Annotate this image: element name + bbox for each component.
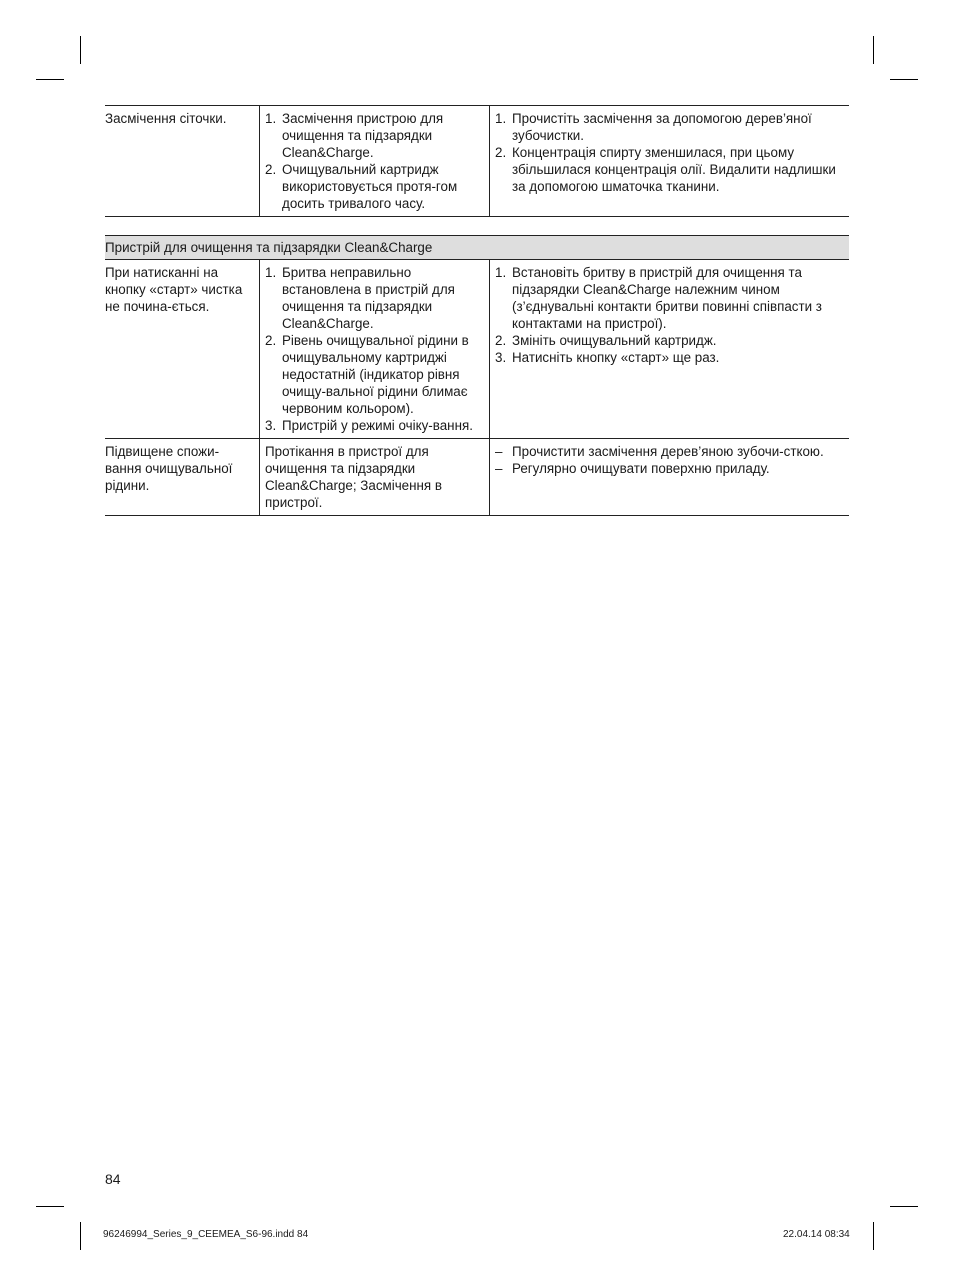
list-marker: 2.: [265, 162, 277, 177]
remedy-cell: [490, 439, 850, 516]
list-marker: 1.: [495, 265, 507, 280]
list-item-text: Засмічення пристрою для очищення та підзарядки Clean&Charge.: [282, 111, 444, 160]
list-marker: 3.: [495, 350, 507, 365]
list-marker: –: [495, 461, 503, 476]
list-marker: 2.: [265, 333, 277, 348]
footer-datetime: 22.04.14 08:34: [783, 1229, 850, 1240]
table-row: [105, 106, 849, 217]
list-item: [265, 110, 484, 161]
problem-cell: Засмічення сіточки.: [105, 106, 260, 217]
list-marker: 1.: [495, 111, 507, 126]
list-marker: 3.: [265, 418, 277, 433]
list-item-text: Регулярно очищувати поверхню приладу.: [512, 461, 770, 476]
cause-cell: [260, 106, 490, 217]
troubleshooting-table-1: [105, 105, 849, 217]
list-item: [265, 161, 484, 212]
list-marker: 2.: [495, 333, 507, 348]
list-item-text: Бритва неправильно встановлена в пристрій для очищення та підзарядки Clean&Charge.: [282, 265, 455, 331]
list-item-text: Прочистіть засмічення за допомогою дерев’яної зубочистки.: [512, 111, 812, 143]
list-item: [495, 264, 849, 332]
crop-mark: [80, 36, 81, 64]
crop-mark: [890, 79, 918, 80]
list-item: [495, 460, 849, 477]
list-item-text: Змініть очищувальний картридж.: [512, 333, 717, 348]
cause-cell: [260, 439, 490, 516]
crop-mark: [890, 1206, 918, 1207]
list-item: [495, 144, 849, 195]
crop-mark: [873, 1222, 874, 1250]
section-header: Пристрій для очищення та підзарядки Clean&Charge: [105, 236, 849, 260]
list-marker: 2.: [495, 145, 507, 160]
list-item-text: Рівень очищувальної рідини в очищувальному картриджі недостатній (індикатор рівня очищу-вальної рідини блимає червоним кольором).: [282, 333, 469, 416]
list-item-text: Концентрація спирту зменшилася, при цьому збільшилася концентрація олії. Видалити надлишки за допомогою шматочка тканини.: [512, 145, 836, 194]
list-item-text: Встановіть бритву в пристрій для очищення та підзарядки Clean&Charge належним чином (з’єднувальні контакти бритви повинні співпасти з контактами на пристрої).: [512, 265, 822, 331]
remedy-cell: [490, 106, 850, 217]
remedy-list: [495, 264, 849, 366]
crop-mark: [36, 79, 64, 80]
list-item-text: Натисніть кнопку «старт» ще раз.: [512, 350, 720, 365]
crop-mark: [873, 36, 874, 64]
list-marker: 1.: [265, 265, 277, 280]
list-item: [495, 332, 849, 349]
list-item: [265, 332, 484, 417]
list-item: [495, 349, 849, 366]
problem-cell: При натисканні на кнопку «старт» чистка не почина-ється.: [105, 260, 260, 439]
list-item: [495, 110, 849, 144]
list-item: [265, 417, 484, 434]
cause-cell: [260, 260, 490, 439]
remedy-list: [495, 443, 849, 477]
problem-cell: Підвищене спожи-вання очищувальної рідини.: [105, 439, 260, 516]
table-row: [105, 439, 849, 516]
cause-text: Протікання в пристрої для очищення та підзарядки Clean&Charge; Засмічення в пристрої.: [265, 444, 442, 510]
list-item-text: Очищувальний картридж використовується протя-гом досить тривалого часу.: [282, 162, 458, 211]
cause-list: [265, 264, 484, 434]
remedy-list: [495, 110, 849, 195]
crop-mark: [80, 1222, 81, 1250]
section-header-row: [105, 236, 849, 260]
list-marker: 1.: [265, 111, 277, 126]
list-marker: –: [495, 444, 503, 459]
remedy-cell: [490, 260, 850, 439]
list-item: [495, 443, 849, 460]
footer-file-info: 96246994_Series_9_CEEMEA_S6-96.indd 84: [103, 1229, 309, 1240]
page-number: 84: [105, 1171, 121, 1187]
list-item: [265, 264, 484, 332]
crop-mark: [36, 1206, 64, 1207]
list-item-text: Пристрій у режимі очіку-вання.: [282, 418, 473, 433]
troubleshooting-table-2: [105, 235, 849, 516]
cause-list: [265, 110, 484, 212]
table-row: [105, 260, 849, 439]
list-item-text: Прочистити засмічення дерев’яною зубочи-сткою.: [512, 444, 824, 459]
